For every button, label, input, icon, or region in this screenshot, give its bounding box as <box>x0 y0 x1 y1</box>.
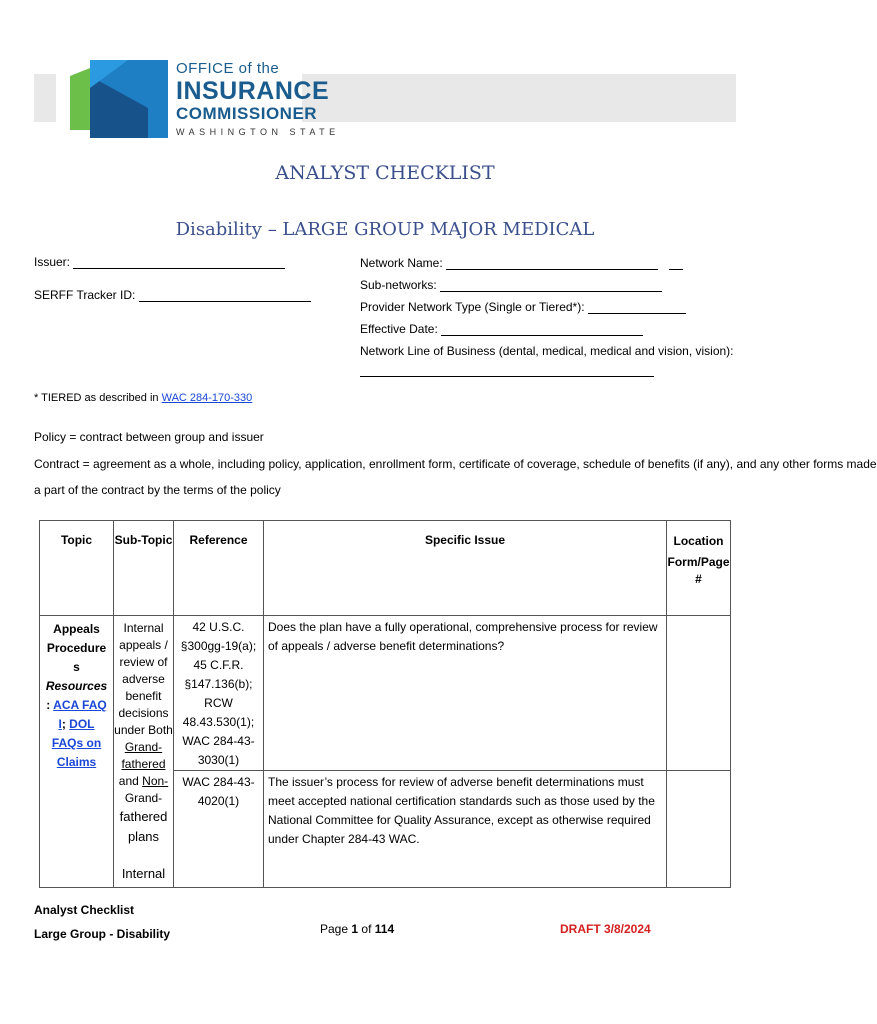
issuer-label: Issuer: <box>34 255 71 269</box>
footnote-text: * TIERED as described in <box>34 392 159 404</box>
header-reference: Reference <box>174 521 264 616</box>
header-location-line-2: Form/Page <box>667 555 730 569</box>
header-location <box>667 521 731 616</box>
topic-separator: ; <box>61 717 66 731</box>
network-name-blank[interactable] <box>446 258 658 270</box>
location-cell[interactable] <box>667 771 731 888</box>
page-subtitle: Disability – LARGE GROUP MAJOR MEDICAL <box>175 219 595 240</box>
subtopic-line: review of <box>119 655 168 669</box>
logo-wordmark <box>176 60 340 137</box>
subtopic-line: Grand- <box>124 740 163 754</box>
reference-line: 3030(1) <box>197 753 240 767</box>
topic-cell <box>40 616 114 888</box>
location-cell[interactable] <box>667 616 731 771</box>
reference-line: §300gg-19(a); <box>180 639 257 653</box>
serff-blank[interactable] <box>139 290 311 302</box>
effective-date-field <box>360 322 643 336</box>
logo-line-4: WASHINGTON STATE <box>176 127 340 137</box>
header-topic: Topic <box>40 521 114 616</box>
issuer-blank[interactable] <box>73 257 285 269</box>
subtopic-line: fathered <box>121 757 166 771</box>
reference-line: §147.136(b); <box>184 677 253 691</box>
page-of: of <box>361 922 372 936</box>
header-subtopic: Sub-Topic <box>114 521 174 616</box>
oic-logo-icon <box>68 58 168 138</box>
topic-resources-label: Resources <box>45 679 108 693</box>
logo-line-1: OFFICE of the <box>176 60 280 77</box>
network-name-blank-2[interactable] <box>669 258 683 270</box>
subtopic-line: under Both <box>114 723 173 737</box>
page-current: 1 <box>351 922 359 936</box>
sub-networks-field <box>360 278 662 292</box>
draft-date: DRAFT 3/8/2024 <box>560 922 651 936</box>
dol-faq-link-part-2[interactable]: FAQs on <box>51 736 102 750</box>
header-location-line-3: # <box>695 572 702 586</box>
header-band-left <box>34 74 56 122</box>
reference-line: WAC 284-43- <box>182 734 255 748</box>
dol-faq-link-part-1[interactable]: DOL <box>69 717 95 731</box>
line-of-business-blank[interactable] <box>360 375 654 377</box>
subtopic-line: adverse <box>122 672 165 686</box>
topic-colon: : <box>46 698 51 712</box>
subtopic-line <box>114 773 173 790</box>
contract-definition-line-2: a part of the contract by the terms of the policy <box>34 483 281 497</box>
page-total: 114 <box>374 922 395 936</box>
network-name-label: Network Name: <box>360 256 443 270</box>
aca-faq-link-part-2[interactable]: I <box>58 717 62 731</box>
topic-name-1: Appeals <box>53 622 100 636</box>
provider-type-label: Provider Network Type (Single or Tiered*): <box>360 300 585 314</box>
subtopic-line: benefit <box>125 689 162 703</box>
reference-line: 42 U.S.C. <box>192 620 245 634</box>
checklist-table <box>39 520 731 888</box>
tiered-footnote <box>34 392 252 404</box>
reference-line: 45 C.F.R. <box>193 658 244 672</box>
topic-name-3: s <box>73 660 80 674</box>
sub-networks-blank[interactable] <box>440 280 662 292</box>
subtopic-line: appeals / <box>119 638 168 652</box>
subtopic-line: Internal <box>123 621 164 635</box>
effective-date-blank[interactable] <box>441 324 643 336</box>
specific-issue-cell: Does the plan have a fully operational, comprehensive process for review of appeals / adverse benefit determinations? <box>264 616 667 771</box>
serff-field <box>34 288 311 302</box>
issuer-field <box>34 255 285 269</box>
topic-link-row-1 <box>40 696 113 715</box>
reference-cell <box>174 616 264 771</box>
reference-line: RCW <box>204 696 233 710</box>
footer-group-label: Large Group - Disability <box>34 927 171 941</box>
reference-line: WAC 284-43- <box>182 775 255 789</box>
subtopic-line: Internal <box>121 866 166 881</box>
sub-networks-label: Sub-networks: <box>360 278 437 292</box>
subtopic-line: fathered <box>119 809 168 824</box>
page-title: ANALYST CHECKLIST <box>275 162 495 184</box>
serff-label: SERFF Tracker ID: <box>34 288 136 302</box>
subtopic-non: Non- <box>142 774 169 788</box>
table-row <box>40 616 731 771</box>
topic-link-row-2 <box>40 715 113 734</box>
reference-line: 4020(1) <box>197 794 240 808</box>
logo-line-3: COMMISSIONER <box>176 104 318 123</box>
network-name-field <box>360 256 683 270</box>
subtopic-and: and <box>118 774 139 788</box>
reference-line: 48.43.530(1); <box>182 715 255 729</box>
header-location-line-1: Location <box>673 534 724 548</box>
wac-link[interactable]: WAC 284-170-330 <box>161 392 253 404</box>
dol-faq-link-part-3[interactable]: Claims <box>56 755 97 769</box>
header-band-right <box>302 74 736 122</box>
aca-faq-link-part-1[interactable]: ACA FAQ <box>53 698 107 712</box>
subtopic-line: decisions <box>118 706 169 720</box>
page-number <box>320 922 394 936</box>
contract-definition-line-1: Contract = agreement as a whole, including policy, application, enrollment form, certificate of coverage, schedule of benefits (if any), and any other forms made <box>34 457 877 471</box>
footer-left <box>34 898 170 946</box>
effective-date-label: Effective Date: <box>360 322 438 336</box>
footer-checklist-label: Analyst Checklist <box>34 903 135 917</box>
specific-issue-cell: The issuer’s process for review of adverse benefit determinations must meet accepted national certification standards such as those used by the National Committee for Quality Assurance, except as otherwise required under Chapter 284-43 WAC. <box>264 771 667 888</box>
logo-line-2: INSURANCE <box>176 77 330 105</box>
page-prefix: Page <box>320 922 349 936</box>
subtopic-line: Grand- <box>124 791 163 805</box>
line-of-business-field <box>360 344 734 358</box>
policy-definition: Policy = contract between group and issuer <box>34 430 264 444</box>
table-header-row <box>40 521 731 616</box>
subtopic-line: plans <box>127 829 160 844</box>
topic-name-2: Procedure <box>46 641 107 655</box>
provider-type-blank[interactable] <box>588 302 686 314</box>
reference-cell <box>174 771 264 888</box>
subtopic-cell <box>114 616 174 888</box>
provider-type-field <box>360 300 686 314</box>
line-of-business-label: Network Line of Business (dental, medical, medical and vision, vision): <box>360 344 734 358</box>
header-specific-issue: Specific Issue <box>264 521 667 616</box>
